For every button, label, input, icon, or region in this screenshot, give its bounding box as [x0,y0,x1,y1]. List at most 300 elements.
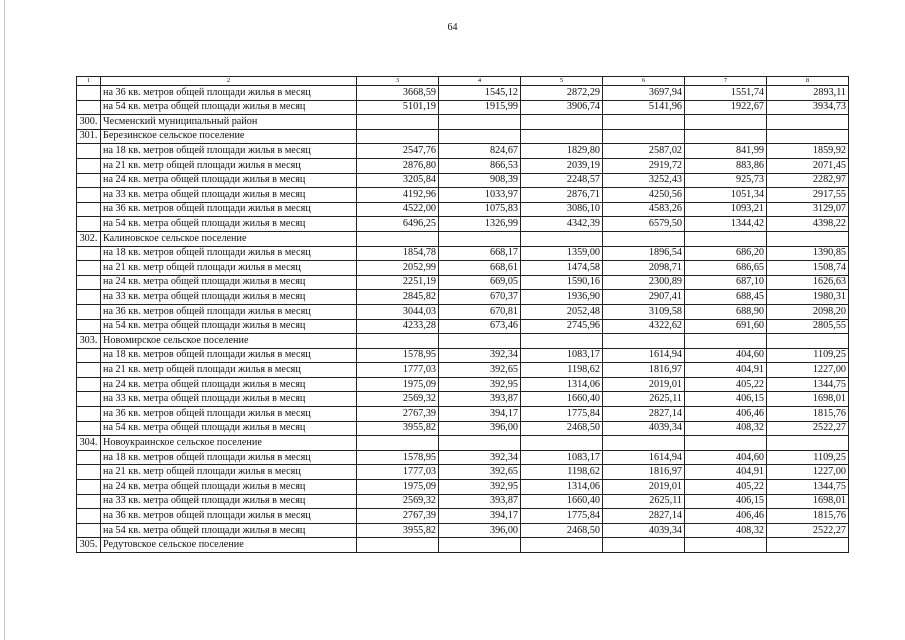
value-cell: 824,67 [439,144,521,159]
value-cell: 1578,95 [357,348,439,363]
value-cell [357,129,439,144]
value-cell: 4342,39 [521,217,603,232]
value-cell: 406,46 [685,407,767,422]
value-cell [521,115,603,130]
row-label-cell: на 18 кв. метров общей площади жилья в месяц [101,246,357,261]
value-cell [603,129,685,144]
value-cell: 2876,71 [521,188,603,203]
value-cell: 3934,73 [767,100,849,115]
row-number-cell [77,158,101,173]
value-cell [685,538,767,553]
value-cell [521,129,603,144]
value-cell: 1777,03 [357,465,439,480]
value-cell: 1816,97 [603,363,685,378]
value-cell: 4398,22 [767,217,849,232]
value-cell: 3906,74 [521,100,603,115]
value-cell [767,115,849,130]
value-cell: 2300,89 [603,275,685,290]
row-number-cell: 300. [77,115,101,130]
value-cell: 925,73 [685,173,767,188]
section-row [77,231,849,246]
value-cell [603,231,685,246]
section-row [77,115,849,130]
value-cell: 3955,82 [357,523,439,538]
table-row [77,261,849,276]
row-number-cell [77,363,101,378]
row-number-cell [77,421,101,436]
value-cell: 1109,25 [767,450,849,465]
row-number-cell [77,450,101,465]
table-row [77,392,849,407]
row-label-cell: на 18 кв. метров общей площади жилья в месяц [101,144,357,159]
row-label-cell: на 33 кв. метра общей площади жилья в месяц [101,494,357,509]
value-cell: 688,90 [685,304,767,319]
table-row [77,86,849,101]
value-cell: 1344,75 [767,377,849,392]
value-cell: 2071,45 [767,158,849,173]
section-title-cell: Новоукраинское сельское поселение [101,436,357,451]
value-cell: 392,65 [439,363,521,378]
section-row [77,538,849,553]
value-cell: 1815,76 [767,407,849,422]
value-cell: 394,17 [439,407,521,422]
value-cell: 1859,92 [767,144,849,159]
row-number-cell [77,392,101,407]
row-number-cell [77,275,101,290]
value-cell: 1359,00 [521,246,603,261]
table-body [77,86,849,553]
value-cell: 2569,32 [357,494,439,509]
row-number-cell [77,348,101,363]
value-cell: 408,32 [685,523,767,538]
page-edge-line [4,0,5,640]
row-label-cell: на 24 кв. метра общей площади жилья в месяц [101,480,357,495]
value-cell: 1626,63 [767,275,849,290]
value-cell: 673,46 [439,319,521,334]
row-number-cell: 303. [77,334,101,349]
row-number-cell [77,100,101,115]
value-cell: 2522,27 [767,523,849,538]
value-cell: 1660,40 [521,392,603,407]
value-cell: 1227,00 [767,363,849,378]
value-cell: 406,15 [685,494,767,509]
value-cell: 1775,84 [521,407,603,422]
value-cell [685,129,767,144]
value-cell: 1815,76 [767,509,849,524]
value-cell: 392,95 [439,480,521,495]
section-title-cell: Березинское сельское поселение [101,129,357,144]
value-cell: 2827,14 [603,509,685,524]
value-cell: 3129,07 [767,202,849,217]
value-cell: 1775,84 [521,509,603,524]
value-cell: 1975,09 [357,480,439,495]
value-cell: 883,86 [685,158,767,173]
value-cell: 1590,16 [521,275,603,290]
value-cell [357,115,439,130]
value-cell: 2019,01 [603,480,685,495]
value-cell [685,231,767,246]
value-cell: 1698,01 [767,494,849,509]
value-cell: 4192,96 [357,188,439,203]
value-cell [685,115,767,130]
value-cell: 2098,71 [603,261,685,276]
value-cell: 4250,56 [603,188,685,203]
row-number-cell [77,509,101,524]
value-cell [439,129,521,144]
row-label-cell: на 54 кв. метра общей площади жилья в месяц [101,523,357,538]
value-cell: 3205,84 [357,173,439,188]
value-cell: 686,65 [685,261,767,276]
value-cell: 4583,26 [603,202,685,217]
value-cell: 1816,97 [603,465,685,480]
row-number-cell [77,261,101,276]
value-cell: 1551,74 [685,86,767,101]
row-label-cell: на 36 кв. метров общей площади жилья в месяц [101,509,357,524]
value-cell: 2039,19 [521,158,603,173]
row-number-cell [77,246,101,261]
value-cell: 3109,58 [603,304,685,319]
value-cell: 4039,34 [603,421,685,436]
row-label-cell: на 36 кв. метров общей площади жилья в месяц [101,86,357,101]
value-cell: 1093,21 [685,202,767,217]
value-cell: 1326,99 [439,217,521,232]
value-cell: 4322,62 [603,319,685,334]
value-cell: 1083,17 [521,450,603,465]
value-cell: 691,60 [685,319,767,334]
row-label-cell: на 36 кв. метров общей площади жилья в месяц [101,202,357,217]
value-cell: 1980,31 [767,290,849,305]
row-number-cell: 302. [77,231,101,246]
value-cell: 2745,96 [521,319,603,334]
value-cell [603,436,685,451]
value-cell [685,334,767,349]
row-number-cell [77,144,101,159]
value-cell: 669,05 [439,275,521,290]
value-cell: 404,91 [685,363,767,378]
value-cell: 1545,12 [439,86,521,101]
value-cell: 2872,29 [521,86,603,101]
value-cell: 1390,85 [767,246,849,261]
value-cell: 1975,09 [357,377,439,392]
table-row [77,188,849,203]
value-cell: 688,45 [685,290,767,305]
row-number-cell [77,465,101,480]
row-label-cell: на 21 кв. метр общей площади жилья в месяц [101,363,357,378]
value-cell: 394,17 [439,509,521,524]
row-label-cell: на 54 кв. метра общей площади жилья в месяц [101,100,357,115]
section-title-cell: Чесменский муниципальный район [101,115,357,130]
value-cell: 6579,50 [603,217,685,232]
value-cell: 2827,14 [603,407,685,422]
value-cell [767,129,849,144]
value-cell: 2919,72 [603,158,685,173]
value-cell: 396,00 [439,421,521,436]
value-cell: 2907,41 [603,290,685,305]
value-cell: 1508,74 [767,261,849,276]
value-cell: 2893,11 [767,86,849,101]
value-cell: 2767,39 [357,407,439,422]
value-cell [439,538,521,553]
table-row [77,202,849,217]
value-cell [357,538,439,553]
table-row [77,158,849,173]
value-cell: 406,15 [685,392,767,407]
row-label-cell: на 33 кв. метра общей площади жилья в месяц [101,290,357,305]
value-cell [767,436,849,451]
value-cell: 405,22 [685,480,767,495]
row-number-cell: 305. [77,538,101,553]
table-row [77,100,849,115]
value-cell: 1936,90 [521,290,603,305]
value-cell: 908,39 [439,173,521,188]
section-title-cell: Новомирское сельское поселение [101,334,357,349]
value-cell: 670,81 [439,304,521,319]
table-row [77,173,849,188]
row-number-cell: 301. [77,129,101,144]
table-row [77,480,849,495]
row-number-cell [77,319,101,334]
row-number-cell [77,407,101,422]
row-label-cell: на 24 кв. метра общей площади жилья в месяц [101,173,357,188]
value-cell: 3697,94 [603,86,685,101]
row-label-cell: на 36 кв. метров общей площади жилья в месяц [101,304,357,319]
table-row [77,363,849,378]
row-number-cell: 304. [77,436,101,451]
value-cell: 392,95 [439,377,521,392]
value-cell [521,538,603,553]
value-cell [767,231,849,246]
value-cell [685,436,767,451]
row-label-cell: на 21 кв. метр общей площади жилья в месяц [101,261,357,276]
value-cell: 2767,39 [357,509,439,524]
value-cell [439,436,521,451]
value-cell: 1344,75 [767,480,849,495]
value-cell: 2876,80 [357,158,439,173]
table-row [77,377,849,392]
value-cell: 1922,67 [685,100,767,115]
value-cell: 3086,10 [521,202,603,217]
value-cell: 1474,58 [521,261,603,276]
value-cell: 1314,06 [521,377,603,392]
row-number-cell [77,217,101,232]
value-cell: 2522,27 [767,421,849,436]
value-cell: 404,91 [685,465,767,480]
row-number-cell [77,202,101,217]
value-cell: 5141,96 [603,100,685,115]
value-cell: 1896,54 [603,246,685,261]
value-cell: 2845,82 [357,290,439,305]
value-cell [439,334,521,349]
value-cell [357,436,439,451]
value-cell: 1198,62 [521,363,603,378]
value-cell: 392,65 [439,465,521,480]
value-cell: 1314,06 [521,480,603,495]
row-label-cell: на 33 кв. метра общей площади жилья в месяц [101,188,357,203]
table-row [77,290,849,305]
row-number-cell [77,523,101,538]
value-cell [767,334,849,349]
value-cell [357,334,439,349]
column-header: 6 [603,77,685,86]
table-row [77,450,849,465]
value-cell: 2468,50 [521,421,603,436]
value-cell: 1344,42 [685,217,767,232]
row-number-cell [77,173,101,188]
value-cell: 2547,76 [357,144,439,159]
row-number-cell [77,304,101,319]
page-number: 64 [447,22,458,33]
value-cell: 866,53 [439,158,521,173]
value-cell: 2917,55 [767,188,849,203]
value-cell: 1578,95 [357,450,439,465]
value-cell: 1614,94 [603,450,685,465]
row-label-cell: на 54 кв. метра общей площади жилья в месяц [101,217,357,232]
column-header: 5 [521,77,603,86]
value-cell: 3668,59 [357,86,439,101]
table-row [77,246,849,261]
value-cell [521,436,603,451]
row-label-cell: на 24 кв. метра общей площади жилья в месяц [101,377,357,392]
value-cell: 393,87 [439,392,521,407]
row-label-cell: на 36 кв. метров общей площади жилья в месяц [101,407,357,422]
value-cell: 406,46 [685,509,767,524]
row-number-cell [77,494,101,509]
column-number-row [77,77,849,86]
value-cell: 1227,00 [767,465,849,480]
table-row [77,217,849,232]
table-row [77,144,849,159]
value-cell: 393,87 [439,494,521,509]
value-cell: 668,17 [439,246,521,261]
column-header: 7 [685,77,767,86]
row-label-cell: на 54 кв. метра общей площади жилья в месяц [101,319,357,334]
row-label-cell: на 18 кв. метров общей площади жилья в месяц [101,348,357,363]
value-cell: 2805,55 [767,319,849,334]
table-row [77,421,849,436]
value-cell [521,334,603,349]
value-cell [439,231,521,246]
row-label-cell: на 33 кв. метра общей площади жилья в месяц [101,392,357,407]
table-row [77,465,849,480]
value-cell: 668,61 [439,261,521,276]
value-cell: 6496,25 [357,217,439,232]
value-cell: 2468,50 [521,523,603,538]
value-cell: 3252,43 [603,173,685,188]
row-number-cell [77,290,101,305]
table-row [77,348,849,363]
value-cell: 4522,00 [357,202,439,217]
table-row [77,494,849,509]
value-cell [439,115,521,130]
value-cell: 1198,62 [521,465,603,480]
value-cell: 687,10 [685,275,767,290]
value-cell: 1109,25 [767,348,849,363]
value-cell: 2019,01 [603,377,685,392]
row-number-cell [77,377,101,392]
value-cell [767,538,849,553]
value-cell: 4039,34 [603,523,685,538]
value-cell: 1854,78 [357,246,439,261]
value-cell: 392,34 [439,348,521,363]
row-label-cell: на 24 кв. метра общей площади жилья в месяц [101,275,357,290]
value-cell: 1033,97 [439,188,521,203]
value-cell: 2248,57 [521,173,603,188]
value-cell: 686,20 [685,246,767,261]
value-cell: 396,00 [439,523,521,538]
value-cell: 2251,19 [357,275,439,290]
column-header: 8 [767,77,849,86]
value-cell: 2587,02 [603,144,685,159]
value-cell: 1829,80 [521,144,603,159]
value-cell: 2052,99 [357,261,439,276]
value-cell: 1915,99 [439,100,521,115]
tariff-table [76,76,849,553]
value-cell: 2282,97 [767,173,849,188]
row-number-cell [77,480,101,495]
value-cell: 1660,40 [521,494,603,509]
value-cell: 2098,20 [767,304,849,319]
section-row [77,129,849,144]
row-label-cell: на 18 кв. метров общей площади жилья в месяц [101,450,357,465]
table-row [77,319,849,334]
table-row [77,509,849,524]
column-header: 1 [77,77,101,86]
row-label-cell: на 21 кв. метр общей площади жилья в месяц [101,465,357,480]
value-cell: 2052,48 [521,304,603,319]
value-cell: 408,32 [685,421,767,436]
value-cell: 1083,17 [521,348,603,363]
value-cell: 392,34 [439,450,521,465]
value-cell: 1698,01 [767,392,849,407]
row-label-cell: на 54 кв. метра общей площади жилья в месяц [101,421,357,436]
value-cell [603,538,685,553]
section-title-cell: Калиновское сельское поселение [101,231,357,246]
value-cell: 2569,32 [357,392,439,407]
value-cell: 2625,11 [603,494,685,509]
row-number-cell [77,188,101,203]
row-label-cell: на 21 кв. метр общей площади жилья в месяц [101,158,357,173]
table-row [77,407,849,422]
section-row [77,334,849,349]
value-cell [521,231,603,246]
row-number-cell [77,86,101,101]
section-row [77,436,849,451]
value-cell [603,115,685,130]
column-header: 2 [101,77,357,86]
value-cell: 405,22 [685,377,767,392]
value-cell: 4233,28 [357,319,439,334]
value-cell [603,334,685,349]
value-cell: 3044,03 [357,304,439,319]
value-cell: 5101,19 [357,100,439,115]
value-cell: 841,99 [685,144,767,159]
value-cell: 670,37 [439,290,521,305]
value-cell: 1777,03 [357,363,439,378]
column-header: 4 [439,77,521,86]
column-header: 3 [357,77,439,86]
value-cell: 1075,83 [439,202,521,217]
table-row [77,275,849,290]
value-cell: 1051,34 [685,188,767,203]
table-row [77,304,849,319]
value-cell [357,231,439,246]
value-cell: 404,60 [685,450,767,465]
value-cell: 404,60 [685,348,767,363]
section-title-cell: Редутовское сельское поселение [101,538,357,553]
value-cell: 2625,11 [603,392,685,407]
value-cell: 1614,94 [603,348,685,363]
value-cell: 3955,82 [357,421,439,436]
